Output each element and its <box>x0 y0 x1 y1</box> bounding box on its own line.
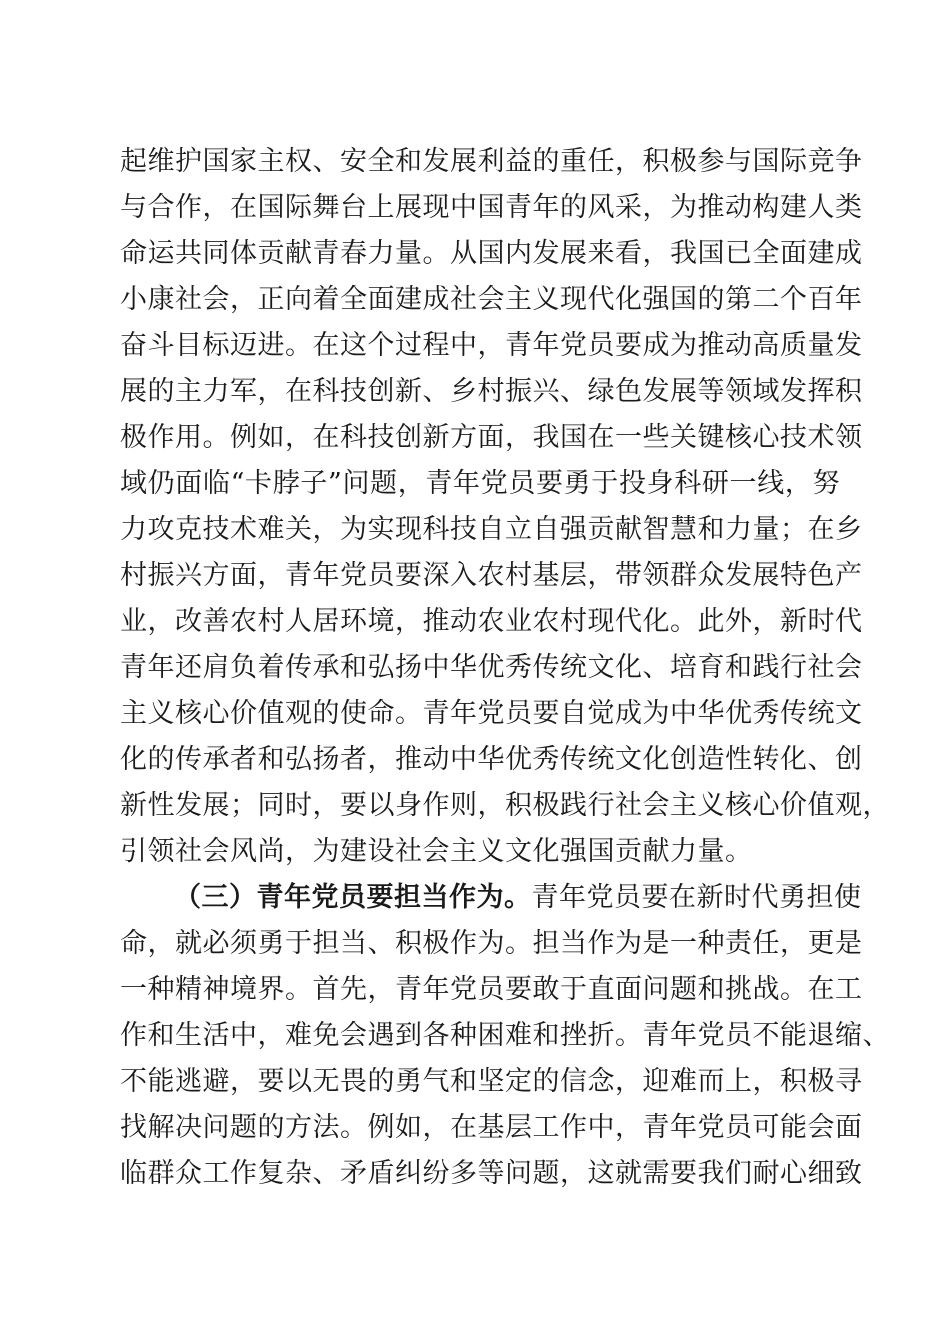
heading-line-rest: 青年党员要在新时代勇担使 <box>531 882 862 913</box>
paragraph-line: 化的传承者和弘扬者，推动中华优秀传统文化创造性转化、创 <box>120 744 863 775</box>
paragraph-line: 展的主力军，在科技创新、乡村振兴、绿色发展等领域发挥积 <box>120 376 863 407</box>
paragraph-line: 小康社会，正向着全面建成社会主义现代化强国的第二个百年 <box>120 284 863 315</box>
paragraph-line: 域仍面临“卡脖子”问题，青年党员要勇于投身科研一线，努 <box>120 468 840 499</box>
paragraph-line: 新性发展；同时，要以身作则，积极践行社会主义核心价值观， <box>120 790 890 821</box>
paragraph-line: 临群众工作复杂、矛盾纠纷多等问题，这就需要我们耐心细致 <box>120 1158 863 1189</box>
paragraph-line: 业，改善农村人居环境，推动农业农村现代化。此外，新时代 <box>120 606 863 637</box>
paragraph-line: 作和生活中，难免会遇到各种困难和挫折。青年党员不能退缩、 <box>120 1020 890 1051</box>
paragraph-line: 极作用。例如，在科技创新方面，我国在一些关键核心技术领 <box>120 422 863 453</box>
section-heading: （三）青年党员要担当作为。 <box>174 882 532 913</box>
paragraph-line: 主义核心价值观的使命。青年党员要自觉成为中华优秀传统文 <box>120 698 863 729</box>
section-heading-line <box>174 878 862 918</box>
paragraph-line: 力攻克技术难关，为实现科技自立自强贡献智慧和力量；在乡 <box>120 514 863 545</box>
paragraph-line: 找解决问题的方法。例如，在基层工作中，青年党员可能会面 <box>120 1112 863 1143</box>
paragraph-line: 青年还肩负着传承和弘扬中华优秀传统文化、培育和践行社会 <box>120 652 863 683</box>
paragraph-line: 不能逃避，要以无畏的勇气和坚定的信念，迎难而上，积极寻 <box>120 1066 863 1097</box>
paragraph-line: 村振兴方面，青年党员要深入农村基层，带领群众发展特色产 <box>120 560 863 591</box>
paragraph-line: 与合作，在国际舞台上展现中国青年的风采，为推动构建人类 <box>120 192 863 223</box>
paragraph-line: 一种精神境界。首先，青年党员要敢于直面问题和挑战。在工 <box>120 974 863 1005</box>
paragraph-line: 命，就必须勇于担当、积极作为。担当作为是一种责任，更是 <box>120 928 863 959</box>
paragraph-line: 引领社会风尚，为建设社会主义文化强国贡献力量。 <box>120 836 753 867</box>
paragraph-line: 命运共同体贡献青春力量。从国内发展来看，我国已全面建成 <box>120 238 863 269</box>
paragraph-line: 起维护国家主权、安全和发展利益的重任，积极参与国际竞争 <box>120 146 863 177</box>
paragraph-line: 奋斗目标迈进。在这个过程中，青年党员要成为推动高质量发 <box>120 330 863 361</box>
